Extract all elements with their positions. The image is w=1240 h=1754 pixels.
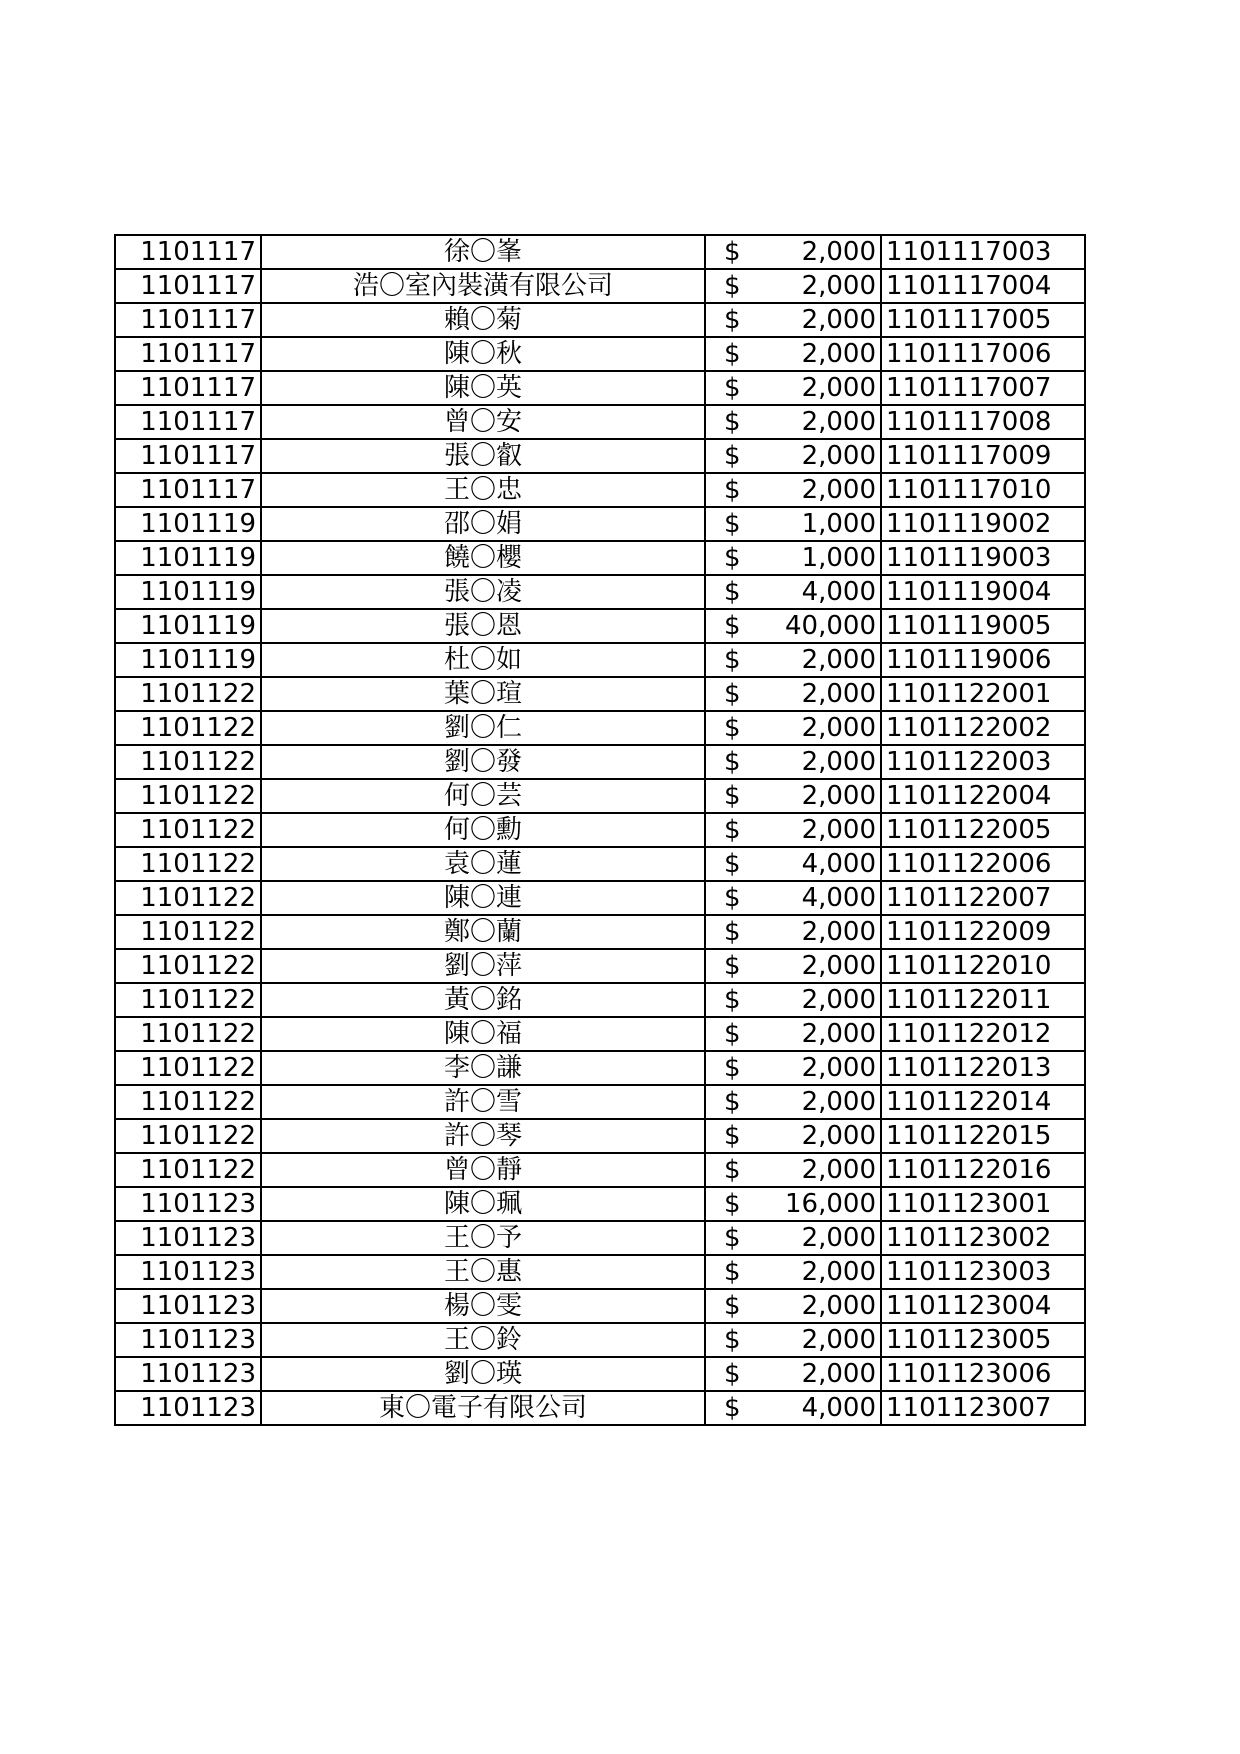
amount-value: 2,000 <box>801 1223 876 1253</box>
donor-name-cell: 王〇忠 <box>261 473 705 507</box>
date-cell: 1101117 <box>115 405 261 439</box>
donor-name-cell: 李〇謙 <box>261 1051 705 1085</box>
donor-name-cell: 饒〇櫻 <box>261 541 705 575</box>
donor-name-cell: 陳〇珮 <box>261 1187 705 1221</box>
currency-symbol: $ <box>724 815 741 845</box>
receipt-number-cell: 1101123006 <box>881 1357 1085 1391</box>
amount-value: 40,000 <box>785 611 876 641</box>
date-cell: 1101122 <box>115 847 261 881</box>
date-cell: 1101122 <box>115 745 261 779</box>
donor-name-cell: 賴〇菊 <box>261 303 705 337</box>
amount-value: 2,000 <box>801 645 876 675</box>
donor-name-cell: 許〇雪 <box>261 1085 705 1119</box>
donor-name-cell: 曾〇安 <box>261 405 705 439</box>
table-row <box>115 541 1085 575</box>
amount-cell <box>705 235 881 269</box>
amount-value: 2,000 <box>801 237 876 267</box>
receipt-number-cell: 1101117006 <box>881 337 1085 371</box>
amount-value: 1,000 <box>801 543 876 573</box>
amount-value: 2,000 <box>801 373 876 403</box>
date-cell: 1101117 <box>115 269 261 303</box>
table-row <box>115 813 1085 847</box>
table-row <box>115 1323 1085 1357</box>
table-row <box>115 507 1085 541</box>
table-row <box>115 745 1085 779</box>
amount-cell <box>705 643 881 677</box>
amount-cell <box>705 915 881 949</box>
amount-cell <box>705 1119 881 1153</box>
table-row <box>115 881 1085 915</box>
amount-value: 2,000 <box>801 985 876 1015</box>
currency-symbol: $ <box>724 849 741 879</box>
currency-symbol: $ <box>724 1393 741 1423</box>
amount-cell <box>705 949 881 983</box>
donor-name-cell: 王〇惠 <box>261 1255 705 1289</box>
table-row <box>115 711 1085 745</box>
date-cell: 1101123 <box>115 1391 261 1425</box>
amount-cell <box>705 1255 881 1289</box>
amount-value: 4,000 <box>801 577 876 607</box>
currency-symbol: $ <box>724 237 741 267</box>
donor-name-cell: 劉〇發 <box>261 745 705 779</box>
table-row <box>115 1017 1085 1051</box>
receipt-number-cell: 1101117003 <box>881 235 1085 269</box>
currency-symbol: $ <box>724 917 741 947</box>
currency-symbol: $ <box>724 1087 741 1117</box>
currency-symbol: $ <box>724 475 741 505</box>
amount-value: 2,000 <box>801 679 876 709</box>
date-cell: 1101123 <box>115 1255 261 1289</box>
table-row <box>115 609 1085 643</box>
amount-cell <box>705 1357 881 1391</box>
amount-cell <box>705 1187 881 1221</box>
currency-symbol: $ <box>724 577 741 607</box>
receipt-number-cell: 1101122009 <box>881 915 1085 949</box>
currency-symbol: $ <box>724 1257 741 1287</box>
amount-value: 4,000 <box>801 1393 876 1423</box>
date-cell: 1101119 <box>115 609 261 643</box>
table-row <box>115 337 1085 371</box>
donor-name-cell: 張〇恩 <box>261 609 705 643</box>
date-cell: 1101122 <box>115 813 261 847</box>
receipt-number-cell: 1101122015 <box>881 1119 1085 1153</box>
amount-cell <box>705 1289 881 1323</box>
currency-symbol: $ <box>724 1291 741 1321</box>
amount-cell <box>705 507 881 541</box>
table-row <box>115 405 1085 439</box>
amount-cell <box>705 337 881 371</box>
table-row <box>115 779 1085 813</box>
donor-name-cell: 徐〇峯 <box>261 235 705 269</box>
amount-cell <box>705 269 881 303</box>
date-cell: 1101117 <box>115 235 261 269</box>
donor-name-cell: 何〇勳 <box>261 813 705 847</box>
date-cell: 1101123 <box>115 1357 261 1391</box>
amount-cell <box>705 1085 881 1119</box>
amount-value: 2,000 <box>801 1155 876 1185</box>
donor-name-cell: 葉〇瑄 <box>261 677 705 711</box>
receipt-number-cell: 1101119002 <box>881 507 1085 541</box>
amount-value: 2,000 <box>801 271 876 301</box>
receipt-number-cell: 1101122001 <box>881 677 1085 711</box>
amount-cell <box>705 371 881 405</box>
receipt-number-cell: 1101122005 <box>881 813 1085 847</box>
amount-value: 2,000 <box>801 1087 876 1117</box>
receipt-number-cell: 1101123003 <box>881 1255 1085 1289</box>
receipt-number-cell: 1101119005 <box>881 609 1085 643</box>
date-cell: 1101122 <box>115 949 261 983</box>
receipt-number-cell: 1101123002 <box>881 1221 1085 1255</box>
date-cell: 1101123 <box>115 1289 261 1323</box>
table-row <box>115 1255 1085 1289</box>
table-row <box>115 235 1085 269</box>
table-row <box>115 1153 1085 1187</box>
donor-name-cell: 劉〇瑛 <box>261 1357 705 1391</box>
donor-name-cell: 鄭〇蘭 <box>261 915 705 949</box>
currency-symbol: $ <box>724 747 741 777</box>
donor-name-cell: 邵〇娟 <box>261 507 705 541</box>
table-row <box>115 983 1085 1017</box>
donor-name-cell: 陳〇福 <box>261 1017 705 1051</box>
date-cell: 1101122 <box>115 1051 261 1085</box>
amount-cell <box>705 1323 881 1357</box>
currency-symbol: $ <box>724 611 741 641</box>
amount-cell <box>705 745 881 779</box>
receipt-number-cell: 1101123001 <box>881 1187 1085 1221</box>
date-cell: 1101122 <box>115 1153 261 1187</box>
date-cell: 1101122 <box>115 1119 261 1153</box>
currency-symbol: $ <box>724 1189 741 1219</box>
amount-cell <box>705 609 881 643</box>
amount-value: 2,000 <box>801 917 876 947</box>
amount-value: 2,000 <box>801 781 876 811</box>
date-cell: 1101122 <box>115 1085 261 1119</box>
receipt-number-cell: 1101122003 <box>881 745 1085 779</box>
receipt-number-cell: 1101122011 <box>881 983 1085 1017</box>
currency-symbol: $ <box>724 1223 741 1253</box>
table-row <box>115 643 1085 677</box>
currency-symbol: $ <box>724 1359 741 1389</box>
amount-value: 1,000 <box>801 509 876 539</box>
currency-symbol: $ <box>724 441 741 471</box>
currency-symbol: $ <box>724 1325 741 1355</box>
amount-cell <box>705 1017 881 1051</box>
currency-symbol: $ <box>724 407 741 437</box>
amount-cell <box>705 1221 881 1255</box>
donor-name-cell: 曾〇靜 <box>261 1153 705 1187</box>
date-cell: 1101122 <box>115 915 261 949</box>
donor-name-cell: 王〇予 <box>261 1221 705 1255</box>
amount-cell <box>705 541 881 575</box>
date-cell: 1101117 <box>115 371 261 405</box>
receipt-number-cell: 1101122012 <box>881 1017 1085 1051</box>
currency-symbol: $ <box>724 883 741 913</box>
currency-symbol: $ <box>724 1121 741 1151</box>
table-row <box>115 1357 1085 1391</box>
currency-symbol: $ <box>724 543 741 573</box>
receipt-number-cell: 1101117005 <box>881 303 1085 337</box>
date-cell: 1101122 <box>115 983 261 1017</box>
donation-table <box>114 234 1086 1426</box>
receipt-number-cell: 1101122014 <box>881 1085 1085 1119</box>
date-cell: 1101117 <box>115 439 261 473</box>
table-row <box>115 677 1085 711</box>
amount-value: 2,000 <box>801 1291 876 1321</box>
amount-cell <box>705 303 881 337</box>
table-row <box>115 269 1085 303</box>
amount-value: 2,000 <box>801 951 876 981</box>
amount-cell <box>705 813 881 847</box>
donor-name-cell: 杜〇如 <box>261 643 705 677</box>
receipt-number-cell: 1101122007 <box>881 881 1085 915</box>
table-row <box>115 949 1085 983</box>
amount-cell <box>705 881 881 915</box>
amount-value: 2,000 <box>801 475 876 505</box>
date-cell: 1101122 <box>115 779 261 813</box>
currency-symbol: $ <box>724 1019 741 1049</box>
donor-name-cell: 張〇叡 <box>261 439 705 473</box>
donor-name-cell: 東〇電子有限公司 <box>261 1391 705 1425</box>
table-row <box>115 847 1085 881</box>
date-cell: 1101119 <box>115 507 261 541</box>
date-cell: 1101122 <box>115 677 261 711</box>
currency-symbol: $ <box>724 781 741 811</box>
donor-name-cell: 劉〇仁 <box>261 711 705 745</box>
receipt-number-cell: 1101122010 <box>881 949 1085 983</box>
amount-value: 2,000 <box>801 713 876 743</box>
donor-name-cell: 陳〇英 <box>261 371 705 405</box>
receipt-number-cell: 1101117008 <box>881 405 1085 439</box>
table-row <box>115 575 1085 609</box>
amount-cell <box>705 847 881 881</box>
amount-cell <box>705 1051 881 1085</box>
receipt-number-cell: 1101123007 <box>881 1391 1085 1425</box>
receipt-number-cell: 1101123004 <box>881 1289 1085 1323</box>
donor-name-cell: 王〇鈴 <box>261 1323 705 1357</box>
table-row <box>115 371 1085 405</box>
date-cell: 1101122 <box>115 711 261 745</box>
table-row <box>115 1119 1085 1153</box>
date-cell: 1101123 <box>115 1221 261 1255</box>
currency-symbol: $ <box>724 373 741 403</box>
date-cell: 1101117 <box>115 337 261 371</box>
amount-cell <box>705 711 881 745</box>
currency-symbol: $ <box>724 339 741 369</box>
donor-name-cell: 楊〇雯 <box>261 1289 705 1323</box>
amount-cell <box>705 1391 881 1425</box>
currency-symbol: $ <box>724 645 741 675</box>
receipt-number-cell: 1101122013 <box>881 1051 1085 1085</box>
donor-name-cell: 浩〇室內裝潢有限公司 <box>261 269 705 303</box>
receipt-number-cell: 1101123005 <box>881 1323 1085 1357</box>
date-cell: 1101119 <box>115 541 261 575</box>
donor-name-cell: 陳〇連 <box>261 881 705 915</box>
amount-value: 2,000 <box>801 339 876 369</box>
donor-name-cell: 陳〇秋 <box>261 337 705 371</box>
currency-symbol: $ <box>724 1155 741 1185</box>
amount-cell <box>705 983 881 1017</box>
amount-value: 2,000 <box>801 441 876 471</box>
amount-value: 4,000 <box>801 883 876 913</box>
amount-value: 2,000 <box>801 407 876 437</box>
amount-cell <box>705 1153 881 1187</box>
date-cell: 1101122 <box>115 881 261 915</box>
receipt-number-cell: 1101117009 <box>881 439 1085 473</box>
receipt-number-cell: 1101119003 <box>881 541 1085 575</box>
currency-symbol: $ <box>724 679 741 709</box>
receipt-number-cell: 1101119004 <box>881 575 1085 609</box>
amount-value: 2,000 <box>801 1257 876 1287</box>
currency-symbol: $ <box>724 509 741 539</box>
amount-cell <box>705 405 881 439</box>
receipt-number-cell: 1101117010 <box>881 473 1085 507</box>
table-row <box>115 473 1085 507</box>
date-cell: 1101122 <box>115 1017 261 1051</box>
table-body <box>115 235 1085 1425</box>
currency-symbol: $ <box>724 271 741 301</box>
table-row <box>115 1085 1085 1119</box>
date-cell: 1101117 <box>115 303 261 337</box>
amount-cell <box>705 473 881 507</box>
receipt-number-cell: 1101122002 <box>881 711 1085 745</box>
receipt-number-cell: 1101122016 <box>881 1153 1085 1187</box>
donor-name-cell: 劉〇萍 <box>261 949 705 983</box>
table-row <box>115 1221 1085 1255</box>
amount-value: 16,000 <box>785 1189 876 1219</box>
donor-name-cell: 張〇凌 <box>261 575 705 609</box>
amount-value: 2,000 <box>801 747 876 777</box>
amount-value: 2,000 <box>801 305 876 335</box>
table-row <box>115 439 1085 473</box>
amount-value: 2,000 <box>801 815 876 845</box>
donor-name-cell: 何〇芸 <box>261 779 705 813</box>
table-row <box>115 1391 1085 1425</box>
amount-value: 2,000 <box>801 1359 876 1389</box>
amount-value: 2,000 <box>801 1053 876 1083</box>
amount-cell <box>705 575 881 609</box>
currency-symbol: $ <box>724 713 741 743</box>
date-cell: 1101123 <box>115 1323 261 1357</box>
date-cell: 1101123 <box>115 1187 261 1221</box>
currency-symbol: $ <box>724 985 741 1015</box>
amount-value: 2,000 <box>801 1019 876 1049</box>
receipt-number-cell: 1101117004 <box>881 269 1085 303</box>
receipt-number-cell: 1101122006 <box>881 847 1085 881</box>
table-row <box>115 1051 1085 1085</box>
date-cell: 1101117 <box>115 473 261 507</box>
table-row <box>115 1289 1085 1323</box>
amount-value: 2,000 <box>801 1121 876 1151</box>
donor-name-cell: 許〇琴 <box>261 1119 705 1153</box>
donor-name-cell: 袁〇蓮 <box>261 847 705 881</box>
date-cell: 1101119 <box>115 643 261 677</box>
amount-value: 2,000 <box>801 1325 876 1355</box>
table-row <box>115 1187 1085 1221</box>
amount-cell <box>705 677 881 711</box>
receipt-number-cell: 1101122004 <box>881 779 1085 813</box>
amount-value: 4,000 <box>801 849 876 879</box>
receipt-number-cell: 1101119006 <box>881 643 1085 677</box>
currency-symbol: $ <box>724 951 741 981</box>
date-cell: 1101119 <box>115 575 261 609</box>
currency-symbol: $ <box>724 1053 741 1083</box>
amount-cell <box>705 439 881 473</box>
amount-cell <box>705 779 881 813</box>
table-row <box>115 915 1085 949</box>
receipt-number-cell: 1101117007 <box>881 371 1085 405</box>
donor-name-cell: 黃〇銘 <box>261 983 705 1017</box>
currency-symbol: $ <box>724 305 741 335</box>
table-row <box>115 303 1085 337</box>
